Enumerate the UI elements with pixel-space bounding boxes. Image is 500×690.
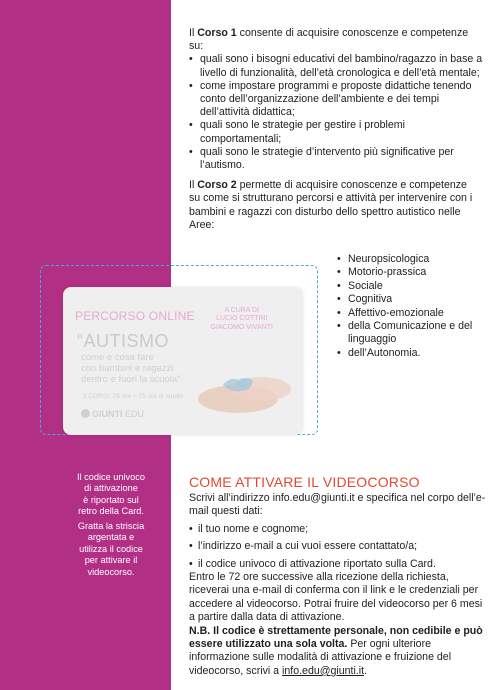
side-note-line: argentata e bbox=[87, 532, 135, 543]
list-item: • della Comunicazione e del linguaggio bbox=[337, 320, 487, 347]
card-title-line: come e cosa fare bbox=[81, 352, 154, 363]
card-authors-label: A CURA DI bbox=[224, 307, 260, 314]
email-link[interactable]: info.edu@giunti.it bbox=[282, 664, 365, 677]
side-note-line: per attivare il bbox=[84, 555, 138, 566]
course1-intro-prefix: Il bbox=[189, 27, 198, 39]
card-subtitle: PERCORSO ONLINE bbox=[75, 309, 195, 323]
giunti-edu-logo bbox=[81, 409, 144, 419]
logo-text-edu: EDU bbox=[125, 409, 145, 419]
activation-data-list bbox=[189, 523, 487, 571]
course2-intro-text: permette di acquisire conoscenze e competenze su come si strutturano percorsi e attività per intervenire con i bambini e ragazzi con disturbo dello spettro autistico nelle Aree: bbox=[189, 179, 473, 231]
list-item: • Cognitiva bbox=[337, 293, 487, 306]
list-item: • quali sono i bisogni educativi del bambino/ragazzo in base a livello di funzionalità, dell’età cronologica e dell’età mentale; bbox=[189, 53, 485, 79]
activation-section bbox=[189, 474, 487, 678]
list-item-text: il codice univoco di attivazione riportato sulla Card. bbox=[198, 557, 436, 570]
giunti-g-icon bbox=[81, 409, 90, 418]
section-heading: COME ATTIVARE IL VIDEOCORSO bbox=[189, 474, 420, 490]
side-note-line: utilizza il codice bbox=[79, 543, 143, 554]
course2-intro-prefix: Il bbox=[189, 179, 198, 192]
nb-note bbox=[189, 625, 487, 679]
nb-end: . bbox=[364, 664, 368, 677]
hands-puzzle-icon bbox=[183, 337, 303, 427]
side-note-line: è riportato sul bbox=[83, 494, 139, 505]
nb-text: Per ogni ulteriore informazione sulle modalità di attivazione e fruizione del videocorso, scrivi a bbox=[189, 638, 452, 677]
list-item: • Affettivo-emozionale bbox=[337, 307, 487, 320]
card-title: “AUTISMO bbox=[77, 331, 169, 351]
scratch-instruction-note bbox=[66, 521, 156, 578]
list-item: • quali sono le strategie d’intervento più significative per l’autismo. bbox=[189, 146, 485, 172]
list-item: • il tuo nome e cognome; bbox=[189, 522, 309, 535]
list-item-text: l’indirizzo e-mail a cui vuoi essere contattato/a; bbox=[198, 540, 418, 553]
list-item: • dell’Autonomia. bbox=[337, 347, 487, 360]
list-item: • il codice univoco di attivazione riportato sulla Card. bbox=[189, 557, 436, 570]
nb-bold-text: N.B. Il codice è strettamente personale, non cedibile e può essere utilizzato una sola volta. bbox=[189, 624, 483, 651]
logo-text: GIUNTI bbox=[92, 409, 123, 419]
course1-intro-text: consente di acquisire conoscenze e competenze su: bbox=[189, 27, 469, 53]
courses-description bbox=[189, 27, 485, 232]
list-item: • Neuropsicologica bbox=[337, 253, 487, 266]
course1-topics-list bbox=[189, 53, 485, 172]
card-authors bbox=[211, 307, 274, 332]
course1-label: Corso 1 bbox=[197, 27, 237, 39]
list-item: • Sociale bbox=[337, 280, 487, 293]
course-card-image bbox=[63, 287, 303, 435]
side-note-line: Il codice univoco bbox=[77, 472, 145, 482]
course1-intro bbox=[189, 27, 485, 53]
side-note-line: retro della Card. bbox=[78, 506, 144, 517]
course2-label: Corso 2 bbox=[197, 179, 237, 192]
side-note-line: di attivazione bbox=[84, 483, 138, 494]
card-author: GIACOMO VIVANTI bbox=[210, 323, 273, 331]
card-title-line: dentro e fuori la scuola” bbox=[81, 374, 181, 385]
list-item-text: il tuo nome e cognome; bbox=[198, 522, 309, 535]
course2-areas-list bbox=[337, 253, 487, 360]
card-author: LUCIO COTTINI bbox=[216, 315, 268, 323]
activation-body: Entro le 72 ore successive alla ricezione della richiesta, riceverai una e-mail di conferma con il link e le credenziali per accedere al videocorso. Potrai fruire del videocorso per 6 mesi a partire dalla data di attivazione. bbox=[189, 571, 483, 624]
list-item: • come impostare programmi e proposte didattiche tenendo conto dell’organizzazione dell’ambiente e dei tempi dell’attività didattica; bbox=[189, 80, 485, 120]
list-item: • Motorio-prassica bbox=[337, 266, 487, 279]
course2-intro bbox=[189, 179, 474, 232]
card-title-line: con bambini e ragazzi bbox=[81, 363, 174, 374]
activation-intro: Scrivi all’indirizzo info.edu@giunti.it e specifica nel corpo dell’e-mail questi dati: bbox=[189, 492, 486, 518]
list-item: • l’indirizzo e-mail a cui vuoi essere contattato/a; bbox=[189, 540, 418, 553]
list-item: • quali sono le strategie per gestire i problemi comportamentali; bbox=[189, 119, 485, 145]
card-courses-info: 2 CORSI: 25 ore + 25 ore di studio bbox=[83, 393, 183, 400]
side-note-line: videocorso. bbox=[87, 566, 135, 577]
activation-code-note bbox=[66, 472, 156, 518]
side-note-line: Gratta la striscia bbox=[77, 521, 145, 531]
